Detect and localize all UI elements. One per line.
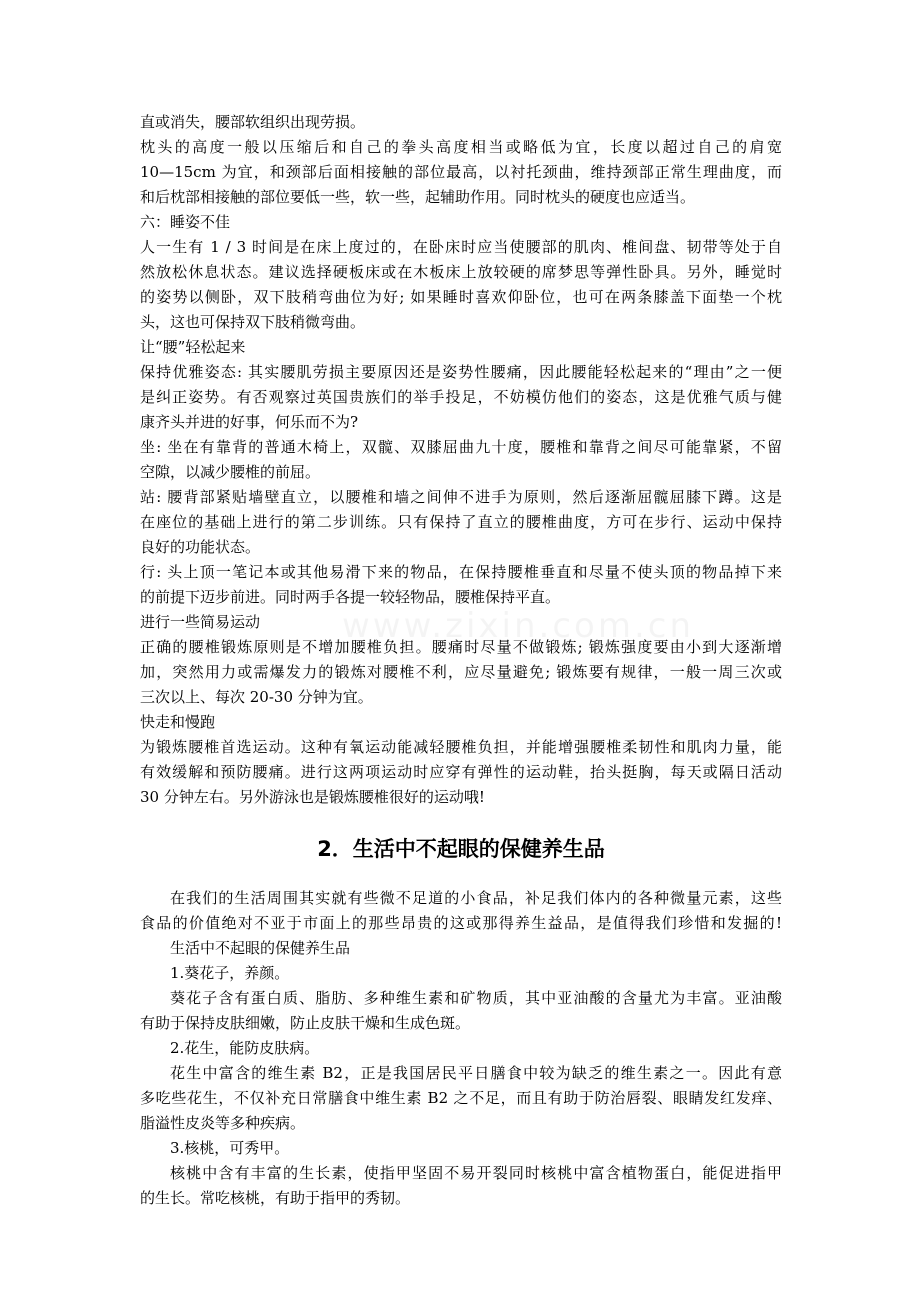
- subheading-sleep-posture: 六：睡姿不佳: [140, 213, 231, 231]
- paragraph-line: 人一生有 1 / 3 时间是在床上度过的，在卧床时应当使腰部的肌肉、椎间盘、韧带等处于自: [140, 238, 782, 256]
- paragraph-line: 的姿势以侧卧，双下肢稍弯曲位为好; 如果睡时喜欢仰卧位，也可在两条膝盖下面垫一个枕: [140, 288, 782, 306]
- paragraph-line: 三次以上、每次 20-30 分钟为宜。: [140, 688, 373, 706]
- paragraph-line: 核桃中含有丰富的生长素，使指甲坚固不易开裂同时核桃中富含植物蛋白，能促进指甲: [170, 1164, 782, 1182]
- paragraph-line: 枕头的高度一般以压缩后和自己的拳头高度相当或略低为宜，长度以超过自己的肩宽: [140, 138, 782, 156]
- paragraph-line: 食品的价值绝对不亚于市面上的那些昂贵的这或那得养生益品，是值得我们珍惜和发掘的!: [140, 914, 782, 932]
- paragraph-line: 在座位的基础上进行的第二步训练。只有保持了直立的腰椎曲度，方可在步行、运动中保持: [140, 513, 782, 531]
- paragraph-line: 空隙，以减少腰椎的前屈。: [140, 463, 321, 481]
- paragraph-line: 葵花子含有蛋白质、脂肪、多种维生素和矿物质，其中亚油酸的含量尤为丰富。亚油酸: [170, 989, 782, 1007]
- paragraph-line: 的前提下迈步前进。同时两手各提一较轻物品，腰椎保持平直。: [140, 588, 561, 606]
- paragraph-line: 花生中富含的维生素 B2，正是我国居民平日膳食中较为缺乏的维生素之一。因此有意: [170, 1064, 782, 1082]
- subheading-simple-exercise: 进行一些简易运动: [140, 613, 261, 631]
- paragraph-line: 行: 头上顶一笔记本或其他易滑下来的物品，在保持腰椎垂直和尽量不使头顶的物品掉下来: [140, 563, 782, 581]
- paragraph-line: 在我们的生活周围其实就有些微不足道的小食品，补足我们体内的各种微量元素，这些: [170, 889, 782, 907]
- paragraph-line: 坐: 坐在有靠背的普通木椅上，双髋、双膝屈曲九十度，腰椎和靠背之间尽可能靠紧，不留: [140, 438, 782, 456]
- paragraph-line: 为锻炼腰椎首选运动。这种有氧运动能减轻腰椎负担，并能增强腰椎柔韧性和肌肉力量，能: [140, 738, 782, 756]
- paragraph-line: 生活中不起眼的保健养生品: [170, 939, 351, 957]
- paragraph-line: 头，这也可保持双下肢稍微弯曲。: [140, 313, 366, 331]
- paragraph-line: 的生长。常吃核桃，有助于指甲的秀韧。: [140, 1189, 411, 1207]
- paragraph-line: 有助于保持皮肤细嫩，防止皮肤干燥和生成色斑。: [140, 1014, 471, 1032]
- subheading-relax-waist: 让“腰”轻松起来: [140, 338, 246, 356]
- paragraph-line: 正确的腰椎锻炼原则是不增加腰椎负担。腰痛时尽量不做锻炼; 锻炼强度要由小到大逐渐增: [140, 638, 782, 656]
- subheading-walk-jog: 快走和慢跑: [140, 713, 216, 731]
- paragraph-line: 多吃些花生，不仅补充日常膳食中维生素 B2 之不足，而且有助于防治唇裂、眼睛发红发痒、: [140, 1089, 782, 1107]
- paragraph-line: 保持优雅姿态: 其实腰肌劳损主要原因还是姿势性腰痛，因此腰能轻松起来的“理由”之一便: [140, 363, 782, 381]
- list-item-sunflower: 1.葵花子，养颜。: [170, 964, 290, 982]
- paragraph-line: 脂溢性皮炎等多种疾病。: [140, 1114, 306, 1132]
- section-heading: 2．生活中不起眼的保健养生品: [317, 837, 605, 861]
- paragraph-line: 30 分钟左右。另外游泳也是锻炼腰椎很好的运动哦!: [140, 788, 485, 806]
- list-item-walnut: 3.核桃，可秀甲。: [170, 1139, 290, 1157]
- paragraph-line: 然放松休息状态。建议选择硬板床或在木板床上放较硬的席梦思等弹性卧具。另外，睡觉时: [140, 263, 782, 281]
- paragraph-line: 10—15cm 为宜，和颈部后面相接触的部位最高，以衬托颈曲，维持颈部正常生理曲度，而: [140, 163, 782, 181]
- paragraph-line: 是纠正姿势。有否观察过英国贵族们的举手投足，不妨模仿他们的姿态，这是优雅气质与健: [140, 388, 782, 406]
- paragraph-line: 有效缓解和预防腰痛。进行这两项运动时应穿有弹性的运动鞋，抬头挺胸，每天或隔日活动: [140, 763, 782, 781]
- paragraph-line: 和后枕部相接触的部位要低一些，软一些，起辅助作用。同时枕头的硬度也应适当。: [140, 188, 696, 206]
- paragraph-line: 加，突然用力或需爆发力的锻炼对腰椎不利，应尽量避免; 锻炼要有规律，一般一周三次或: [140, 663, 782, 681]
- list-item-peanut: 2.花生，能防皮肤病。: [170, 1039, 320, 1057]
- paragraph-line: 站: 腰背部紧贴墙壁直立，以腰椎和墙之间伸不进手为原则，然后逐渐屈髋屈膝下蹲。这是: [140, 488, 782, 506]
- paragraph-line: 康齐头并进的好事，何乐而不为?: [140, 413, 359, 431]
- paragraph-line: 良好的功能状态。: [140, 538, 261, 556]
- paragraph-line: 直或消失，腰部软组织出现劳损。: [140, 113, 366, 131]
- document-page: [140, 110, 782, 1211]
